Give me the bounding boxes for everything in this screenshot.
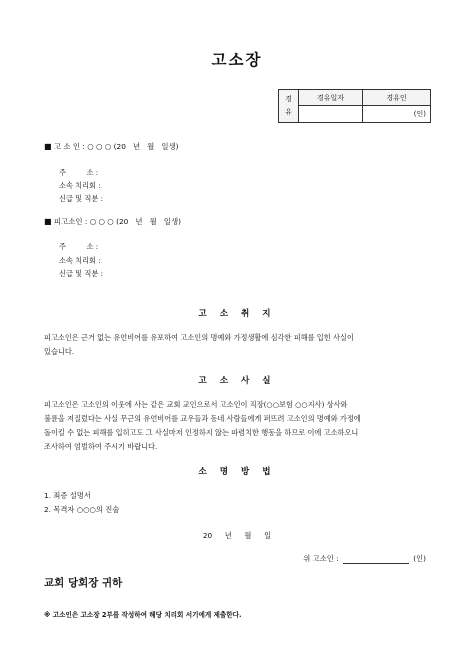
via-side-label	[279, 90, 299, 123]
evidence-item-1: 1. 죄증 설명서	[44, 491, 91, 500]
facts-line-2: 불륜을 저질렀다는 사실 무근의 유언비어를 교우들과 동네 사람들에게 퍼뜨려 고소인의 명예와 가정에	[44, 414, 361, 423]
facts-line-3: 돌이킬 수 없는 피해를 입히고도 그 사실마저 인정하지 않는 파렴치한 행동을 하므로 이에 고소하오니	[44, 428, 359, 437]
facts-heading: 고 소 사 실	[198, 376, 276, 386]
date-line: 20 년 월 일	[202, 531, 272, 540]
signature-label: 위 고소인 :	[303, 554, 339, 563]
signature-line	[303, 554, 426, 564]
complainant-birth: (20 년 월 일생)	[113, 142, 179, 151]
via-date-header: 경유일자	[299, 90, 363, 106]
evidence-heading: 소 명 방 법	[198, 467, 276, 477]
complainant-bullet: ■	[44, 142, 52, 151]
defendant-birth: (20 년 월 일생)	[116, 217, 181, 226]
defendant-bullet: ■	[44, 217, 52, 226]
purpose-line-1: 피고소인은 근거 없는 유언비어를 유포하여 고소인의 명예와 가정생활에 심각한 피해를 입힌 사실이	[44, 333, 354, 342]
defendant-rank-label: 신급 및 직분 :	[59, 269, 103, 278]
purpose-line-2: 있습니다.	[44, 347, 75, 356]
defendant-name: ○ ○ ○	[89, 217, 114, 226]
via-person-header: 경유인	[363, 90, 431, 106]
facts-paragraph	[44, 398, 434, 454]
submission-note: ※ 고소인은 고소장 2부를 작성하여 해당 치리회 서기에게 제출한다.	[44, 611, 242, 619]
purpose-paragraph	[44, 331, 434, 359]
defendant-label: 피고소인 :	[53, 217, 88, 226]
via-side-char-2: 유	[285, 108, 292, 116]
complainant-church-label: 소속 치리회 :	[59, 181, 101, 190]
via-person-seal: (인)	[363, 106, 431, 123]
via-side-char-1: 경	[285, 95, 292, 103]
facts-line-1: 피고소인은 고소인의 이웃에 사는 같은 교회 교인으로서 고소인이 직장(○○보험 ○○지사) 상사와	[44, 400, 348, 409]
evidence-item-2: 2. 목격자 ○○○의 진술	[44, 505, 120, 514]
via-date-cell	[299, 106, 363, 123]
via-approval-table	[278, 89, 431, 123]
document-title: 고소장	[211, 51, 263, 69]
complainant-name: ○ ○ ○	[87, 142, 112, 151]
addressee: 교회 당회장 귀하	[44, 577, 123, 589]
complainant-address-label: 주 소 :	[59, 168, 99, 177]
defendant-church-label: 소속 치리회 :	[59, 256, 101, 265]
defendant-address-label: 주 소 :	[59, 242, 99, 251]
defendant-line	[44, 216, 181, 227]
facts-line-4: 조사하여 엄벌하여 주시기 바랍니다.	[44, 442, 158, 451]
signature-seal: (인)	[413, 554, 426, 563]
complainant-line	[44, 141, 179, 152]
purpose-heading: 고 소 취 지	[198, 309, 276, 319]
complainant-label: 고 소 인 :	[53, 142, 85, 151]
signature-blank	[343, 555, 409, 564]
complainant-rank-label: 신급 및 직분 :	[59, 194, 103, 203]
